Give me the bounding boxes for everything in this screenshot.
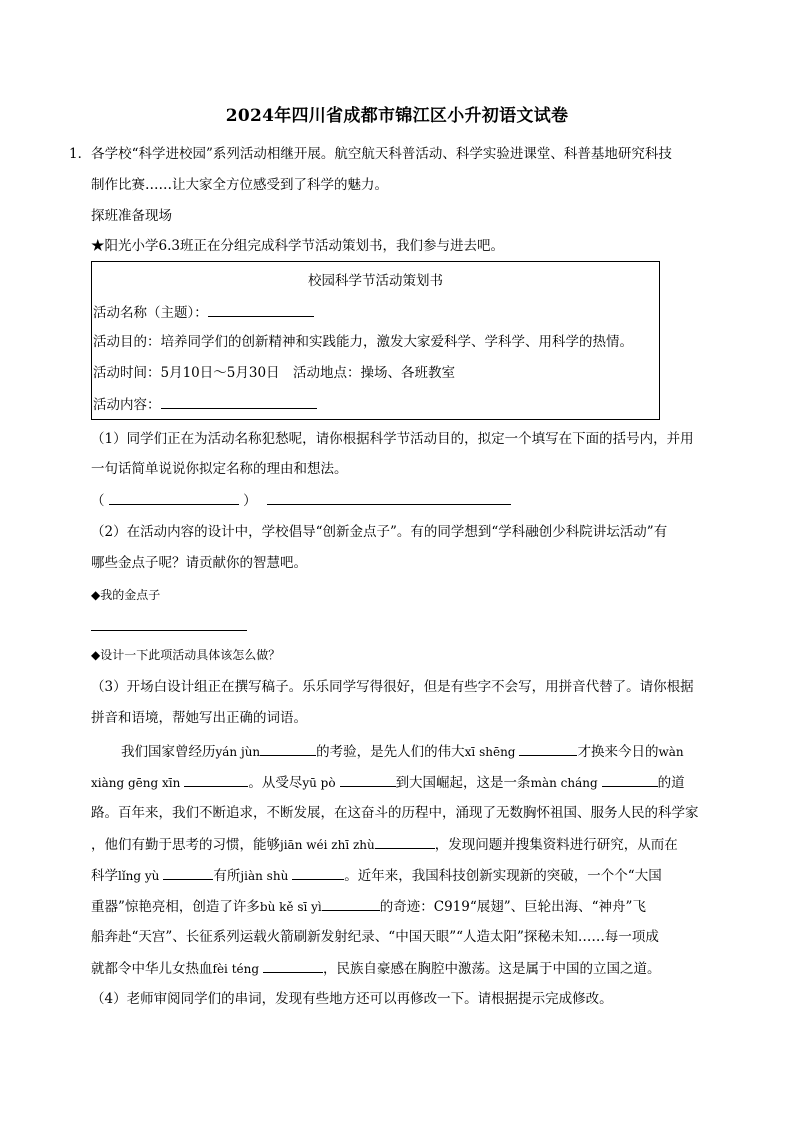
passage-line-6: 重器”惊艳亮相，创造了许多bù kě sī yì 的奇迹：C919“展翅”、巨轮出海、“神舟”飞 — [91, 896, 721, 917]
pinyin-feiteng: fèi téng — [212, 962, 260, 976]
design-question: ◆设计一下此项活动具体该怎么做？ — [91, 648, 281, 662]
plan-box-title: 校园科学节活动策划书 — [308, 273, 443, 289]
pinyin-blank-6[interactable] — [375, 834, 435, 849]
activity-plan-box — [91, 261, 660, 420]
activity-content-row: 活动内容： — [93, 394, 317, 415]
pinyin-yanjun: yán jùn — [215, 745, 261, 759]
reason-answer-blank[interactable] — [267, 490, 511, 505]
pinyin-bukesiyi: bù kě sī yì — [259, 900, 322, 914]
pinyin-blank-5[interactable] — [602, 772, 658, 787]
star-line: ★阳光小学6.3班正在分组完成科学节活动策划书，我们参与进去吧。 — [91, 238, 504, 254]
answer-row-1: （ ） — [91, 490, 721, 511]
passage-line-4: ，他们有勤于思考的习惯，能够jiān wéi zhī zhù ，发现问题并搜集资料进行研究，从而在 — [91, 834, 721, 855]
activity-name-blank[interactable] — [208, 302, 314, 317]
pinyin-blank-7[interactable] — [163, 865, 213, 880]
sub-question-2-line-2: 哪些金点子呢？请贡献你的智慧吧。 — [91, 555, 307, 571]
title-answer-blank[interactable] — [109, 490, 239, 505]
passage-line-2: xiàng gēng xīn 。从受尽yū pò 到大国崛起，这是一条màn cháng 的道 — [91, 772, 721, 793]
activity-content-blank[interactable] — [161, 394, 317, 409]
activity-time-place-row: 活动时间：5月10日～5月30日 活动地点：操场、各班教室 — [93, 365, 456, 381]
pinyin-yupo: yū pò — [302, 776, 336, 790]
passage-line-5: 科学lǐng yù 有所jiàn shù 。近年来，我国科技创新实现新的突破，一个个“大国 — [91, 865, 721, 886]
activity-name-row: 活动名称（主题）： — [93, 302, 314, 323]
passage-line-1: 我们国家曾经历yán jùn 的考验，是先人们的伟大xī shēng 才换来今日的wàn — [121, 741, 721, 762]
pinyin-blank-8[interactable] — [292, 865, 344, 880]
sub-question-1-line-2: 一句话简单说说你拟定名称的理由和想法。 — [91, 461, 348, 477]
gold-idea-label: ◆我的金点子 — [91, 588, 161, 602]
passage-line-8: 就都令中华儿女热血fèi téng ，民族自豪感在胸腔中激荡。这是属于中国的立国之道。 — [91, 958, 721, 979]
sub-question-3-line-2: 拼音和语境，帮她写出正确的词语。 — [91, 710, 307, 726]
passage-line-3: 路。百年来，我们不断追求，不断发展，在这奋斗的历程中，涌现了无数胸怀祖国、服务人民的科学家 — [91, 805, 699, 821]
pinyin-manchang: màn cháng — [530, 776, 598, 790]
exam-title: 2024年四川省成都市锦江区小升初语文试卷 — [225, 106, 569, 126]
question-number: 1． — [69, 146, 92, 162]
pinyin-xisheng: xī shēng — [464, 745, 516, 759]
scene-label: 探班准备现场 — [91, 208, 172, 224]
pinyin-jianshu: jiàn shù — [240, 869, 289, 883]
pinyin-blank-4[interactable] — [340, 772, 396, 787]
pinyin-lingyu: lǐng yù — [118, 869, 160, 883]
activity-purpose-row: 活动目的：培养同学们的创新精神和实践能力，激发大家爱科学、学科学、用科学的热情。 — [93, 334, 633, 350]
question-1-intro-line-1: 1．各学校“科学进校园”系列活动相继开展。航空航天科普活动、科学实验进课堂、科普基地研究科技 — [69, 146, 672, 162]
pinyin-blank-9[interactable] — [322, 896, 380, 911]
sub-question-4-line-1: （4）老师审阅同学们的串词，发现有些地方还可以再修改一下。请根据提示完成修改。 — [91, 991, 613, 1007]
sub-question-2-line-1: （2）在活动内容的设计中，学校倡导“创新金点子”。有的同学想到“学科融创少科院讲坛活动”有 — [91, 524, 668, 540]
pinyin-blank-1[interactable] — [260, 741, 316, 756]
sub-question-1-line-1: （1）同学们正在为活动名称犯愁呢，请你根据科学节活动目的，拟定一个填写在下面的括号内，并用 — [91, 431, 694, 447]
gold-idea-answer-line[interactable] — [91, 630, 247, 631]
pinyin-blank-10[interactable] — [263, 958, 323, 973]
pinyin-blank-3[interactable] — [184, 772, 248, 787]
question-1-intro-line-2: 制作比赛……让大家全方位感受到了科学的魅力。 — [91, 177, 388, 193]
pinyin-jianweizhizhu: jiān wéi zhī zhù — [280, 838, 375, 852]
pinyin-blank-2[interactable] — [519, 741, 577, 756]
passage-line-7: 船奔赴“天宫”、长征系列运载火箭刷新发射纪录、“中国天眼”“人造太阳”探秘未知……每一项成 — [91, 929, 659, 945]
pinyin-wanxianggengxin: xiàng gēng xīn — [91, 776, 181, 790]
sub-question-3-line-1: （3）开场白设计组正在撰写稿子。乐乐同学写得很好，但是有些字不会写，用拼音代替了。请你根据 — [91, 679, 694, 695]
